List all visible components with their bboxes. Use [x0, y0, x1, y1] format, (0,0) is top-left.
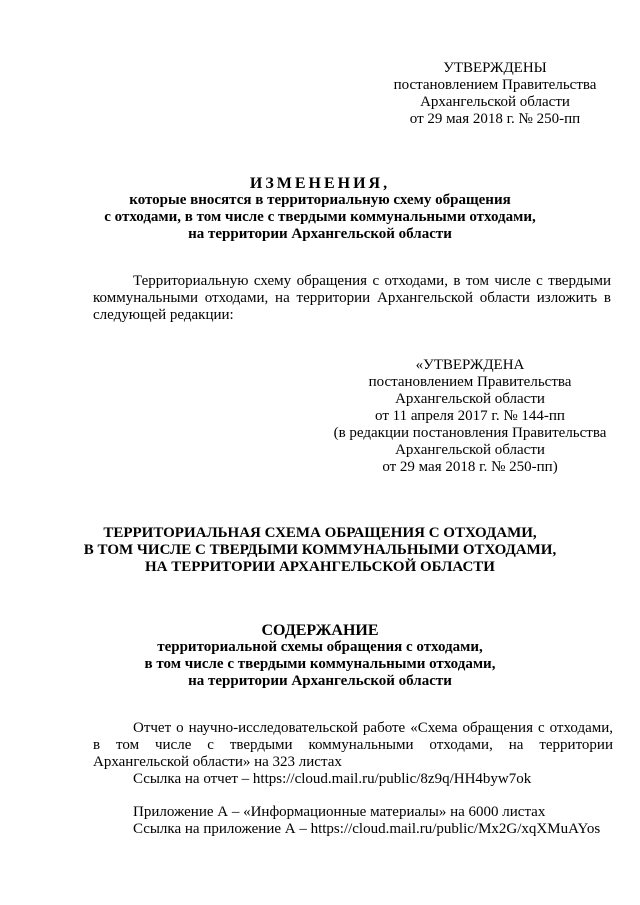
scheme-title: [60, 525, 580, 576]
approval-inner-line: (в редакции постановления Правительства: [333, 425, 607, 441]
appendix-text: Приложение А – «Информационные материалы» на 6000 листах: [133, 804, 546, 820]
approval-inner-line: от 29 мая 2018 г. № 250-пп): [382, 459, 558, 475]
changes-title-line: с отходами, в том числе с твердыми коммунальными отходами,: [104, 209, 536, 225]
scheme-title-line: НА ТЕРРИТОРИИ АРХАНГЕЛЬСКОЙ ОБЛАСТИ: [145, 559, 495, 575]
approval-header: [380, 60, 610, 128]
approval-inner-line: Архангельской области: [395, 391, 545, 407]
contents-title: [60, 622, 580, 690]
intro-paragraph: [93, 273, 611, 324]
contents-list: [93, 720, 613, 838]
changes-title-line: которые вносятся в территориальную схему обращения: [129, 192, 511, 208]
appendix-link[interactable]: Ссылка на приложение А – https://cloud.mail.ru/public/Mx2G/xqXMuAYos: [133, 821, 601, 837]
approval-header-line: постановлением Правительства: [393, 77, 597, 93]
approval-inner-line: постановлением Правительства: [368, 374, 572, 390]
contents-title-line: территориальной схемы обращения с отходами,: [157, 639, 483, 655]
scheme-title-line: ТЕРРИТОРИАЛЬНАЯ СХЕМА ОБРАЩЕНИЯ С ОТХОДАМИ,: [103, 525, 537, 541]
approval-inner-line: «УТВЕРЖДЕНА: [415, 357, 525, 373]
approval-header-line: от 29 мая 2018 г. № 250-пп: [409, 111, 581, 127]
intro-text: Территориальную схему обращения с отходами, в том числе с твердыми коммунальными отходами, на территории Архангельской области изложить в следующей редакции:: [93, 273, 611, 323]
changes-heading: ИЗМЕНЕНИЯ,: [249, 175, 391, 192]
approval-header-line: Архангельской области: [420, 94, 570, 110]
approval-inner: [320, 357, 620, 476]
changes-title-line: на территории Архангельской области: [188, 226, 452, 242]
contents-title-line: в том числе с твердыми коммунальными отходами,: [144, 656, 496, 672]
report-text: Отчет о научно-исследовательской работе «Схема обращения с отходами, в том числе с твердыми коммунальными отходами, на территории Архангельской области» на 323 листах: [93, 720, 613, 770]
contents-heading: СОДЕРЖАНИЕ: [261, 622, 379, 639]
approval-inner-line: от 11 апреля 2017 г. № 144-пп: [375, 408, 565, 424]
approval-header-line: УТВЕРЖДЕНЫ: [443, 60, 547, 76]
report-link[interactable]: Ссылка на отчет – https://cloud.mail.ru/public/8z9q/HH4byw7ok: [133, 771, 532, 787]
contents-title-line: на территории Архангельской области: [188, 673, 452, 689]
approval-inner-line: Архангельской области: [395, 442, 545, 458]
scheme-title-line: В ТОМ ЧИСЛЕ С ТВЕРДЫМИ КОММУНАЛЬНЫМИ ОТХОДАМИ,: [83, 542, 557, 558]
changes-title: [60, 175, 580, 243]
